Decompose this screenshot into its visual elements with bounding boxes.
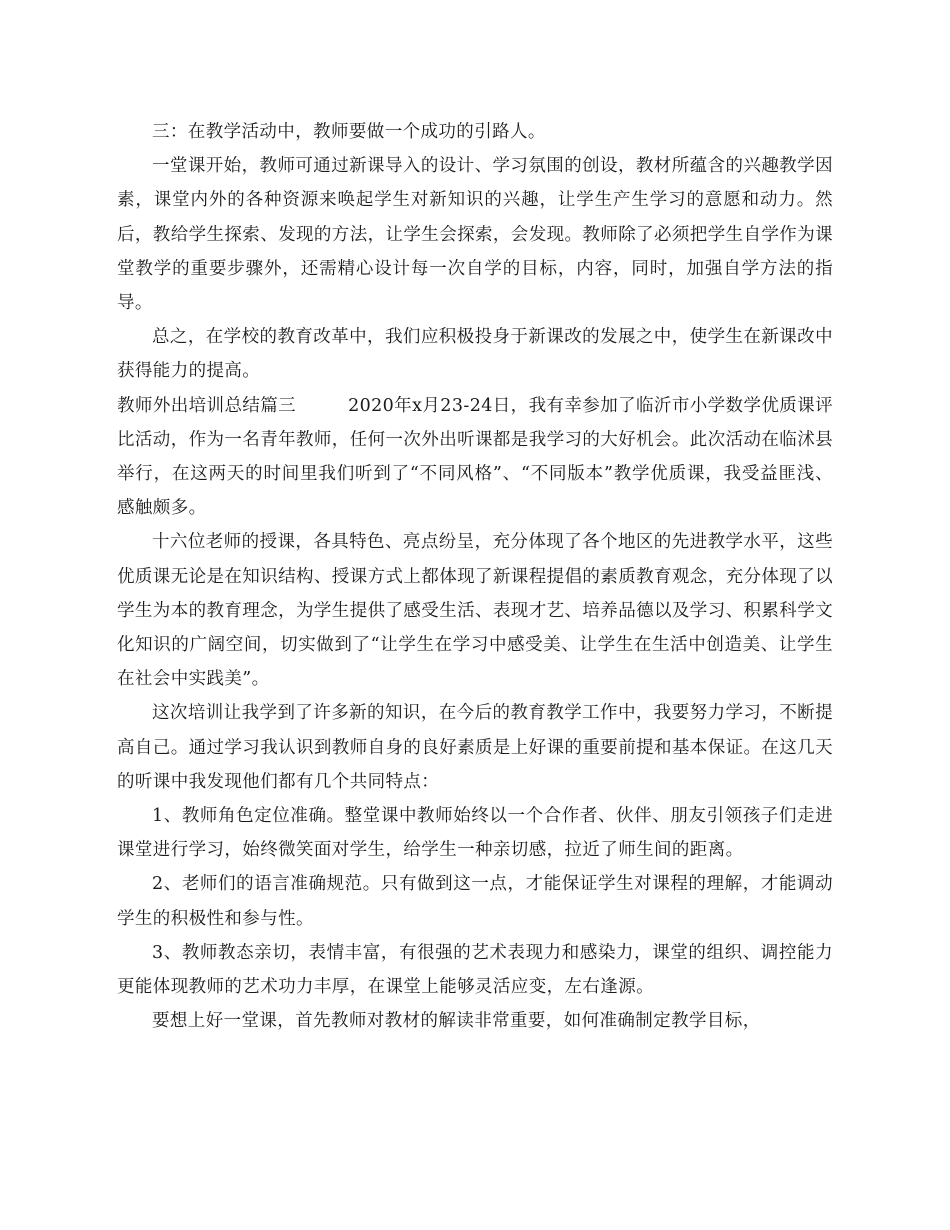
paragraph: 这次培训让我学到了许多新的知识，在今后的教育教学工作中，我要努力学习，不断提高自己。通过学习我认识到教师自身的良好素质是上好课的重要前提和基本保证。在这几天的听课中我发现他们都有几个共同特点： <box>117 703 833 792</box>
paragraph: 一堂课开始，教师可通过新课导入的设计、学习氛围的创设，教材所蕴含的兴趣教学因素，课堂内外的各种资源来唤起学生对新知识的兴趣，让学生产生学习的意愿和动力。然后，教给学生探索、发现的方法，让学生会探索，会发现。教师除了必须把学生自学作为课堂教学的重要步骤外，还需精心设计每一次自学的目标，内容，同时，加强自学方法的指导。 <box>117 156 833 314</box>
paragraph: 三：在教学活动中，教师要做一个成功的引路人。 <box>152 122 546 142</box>
list-item: 3、教师教态亲切，表情丰富，有很强的艺术表现力和感染力，课堂的组织、调控能力更能体现教师的艺术功力丰厚，在课堂上能够灵活应变，左右逢源。 <box>117 942 833 998</box>
list-item: 1、教师角色定位准确。整堂课中教师始终以一个合作者、伙伴、朋友引领孩子们走进课堂进行学习，始终微笑面对学生，给学生一种亲切感，拉近了师生间的距离。 <box>117 806 833 861</box>
document-body <box>117 115 833 1038</box>
section-paragraph <box>117 389 833 526</box>
paragraph: 要想上好一堂课，首先教师对教材的解读非常重要，如何准确制定教学目标， <box>152 1011 761 1032</box>
paragraph: 十六位老师的授课，各具特色、亮点纷呈，充分体现了各个地区的先进教学水平，这些优质课无论是在知识结构、授课方式上都体现了新课程提倡的素质教育观念，充分体现了以学生为本的教育理念，为学生提供了感受生活、表现才艺、培养品德以及学习、积累科学文化知识的广阔空间，切实做到了“让学生在学习中感受美、让学生在生活中创造美、让学生在社会中实践美”。 <box>117 532 833 690</box>
section-body: 2020年x月23-24日，我有幸参加了临沂市小学数学优质课评比活动，作为一名青年教师，任何一次外出听课都是我学习的大好机会。此次活动在临沭县举行，在这两天的时间里我们听到了“不同风格”、“不同版本”教学优质课，我受益匪浅、感触颇多。 <box>117 395 833 519</box>
paragraph: 总之，在学校的教育改革中，我们应积极投身于新课改的发展之中，使学生在新课改中获得能力的提高。 <box>117 327 833 382</box>
list-item: 2、老师们的语言准确规范。只有做到这一点，才能保证学生对课程的理解，才能调动学生的积极性和参与性。 <box>117 874 833 929</box>
section-title: 教师外出培训总结篇三 <box>117 395 297 416</box>
